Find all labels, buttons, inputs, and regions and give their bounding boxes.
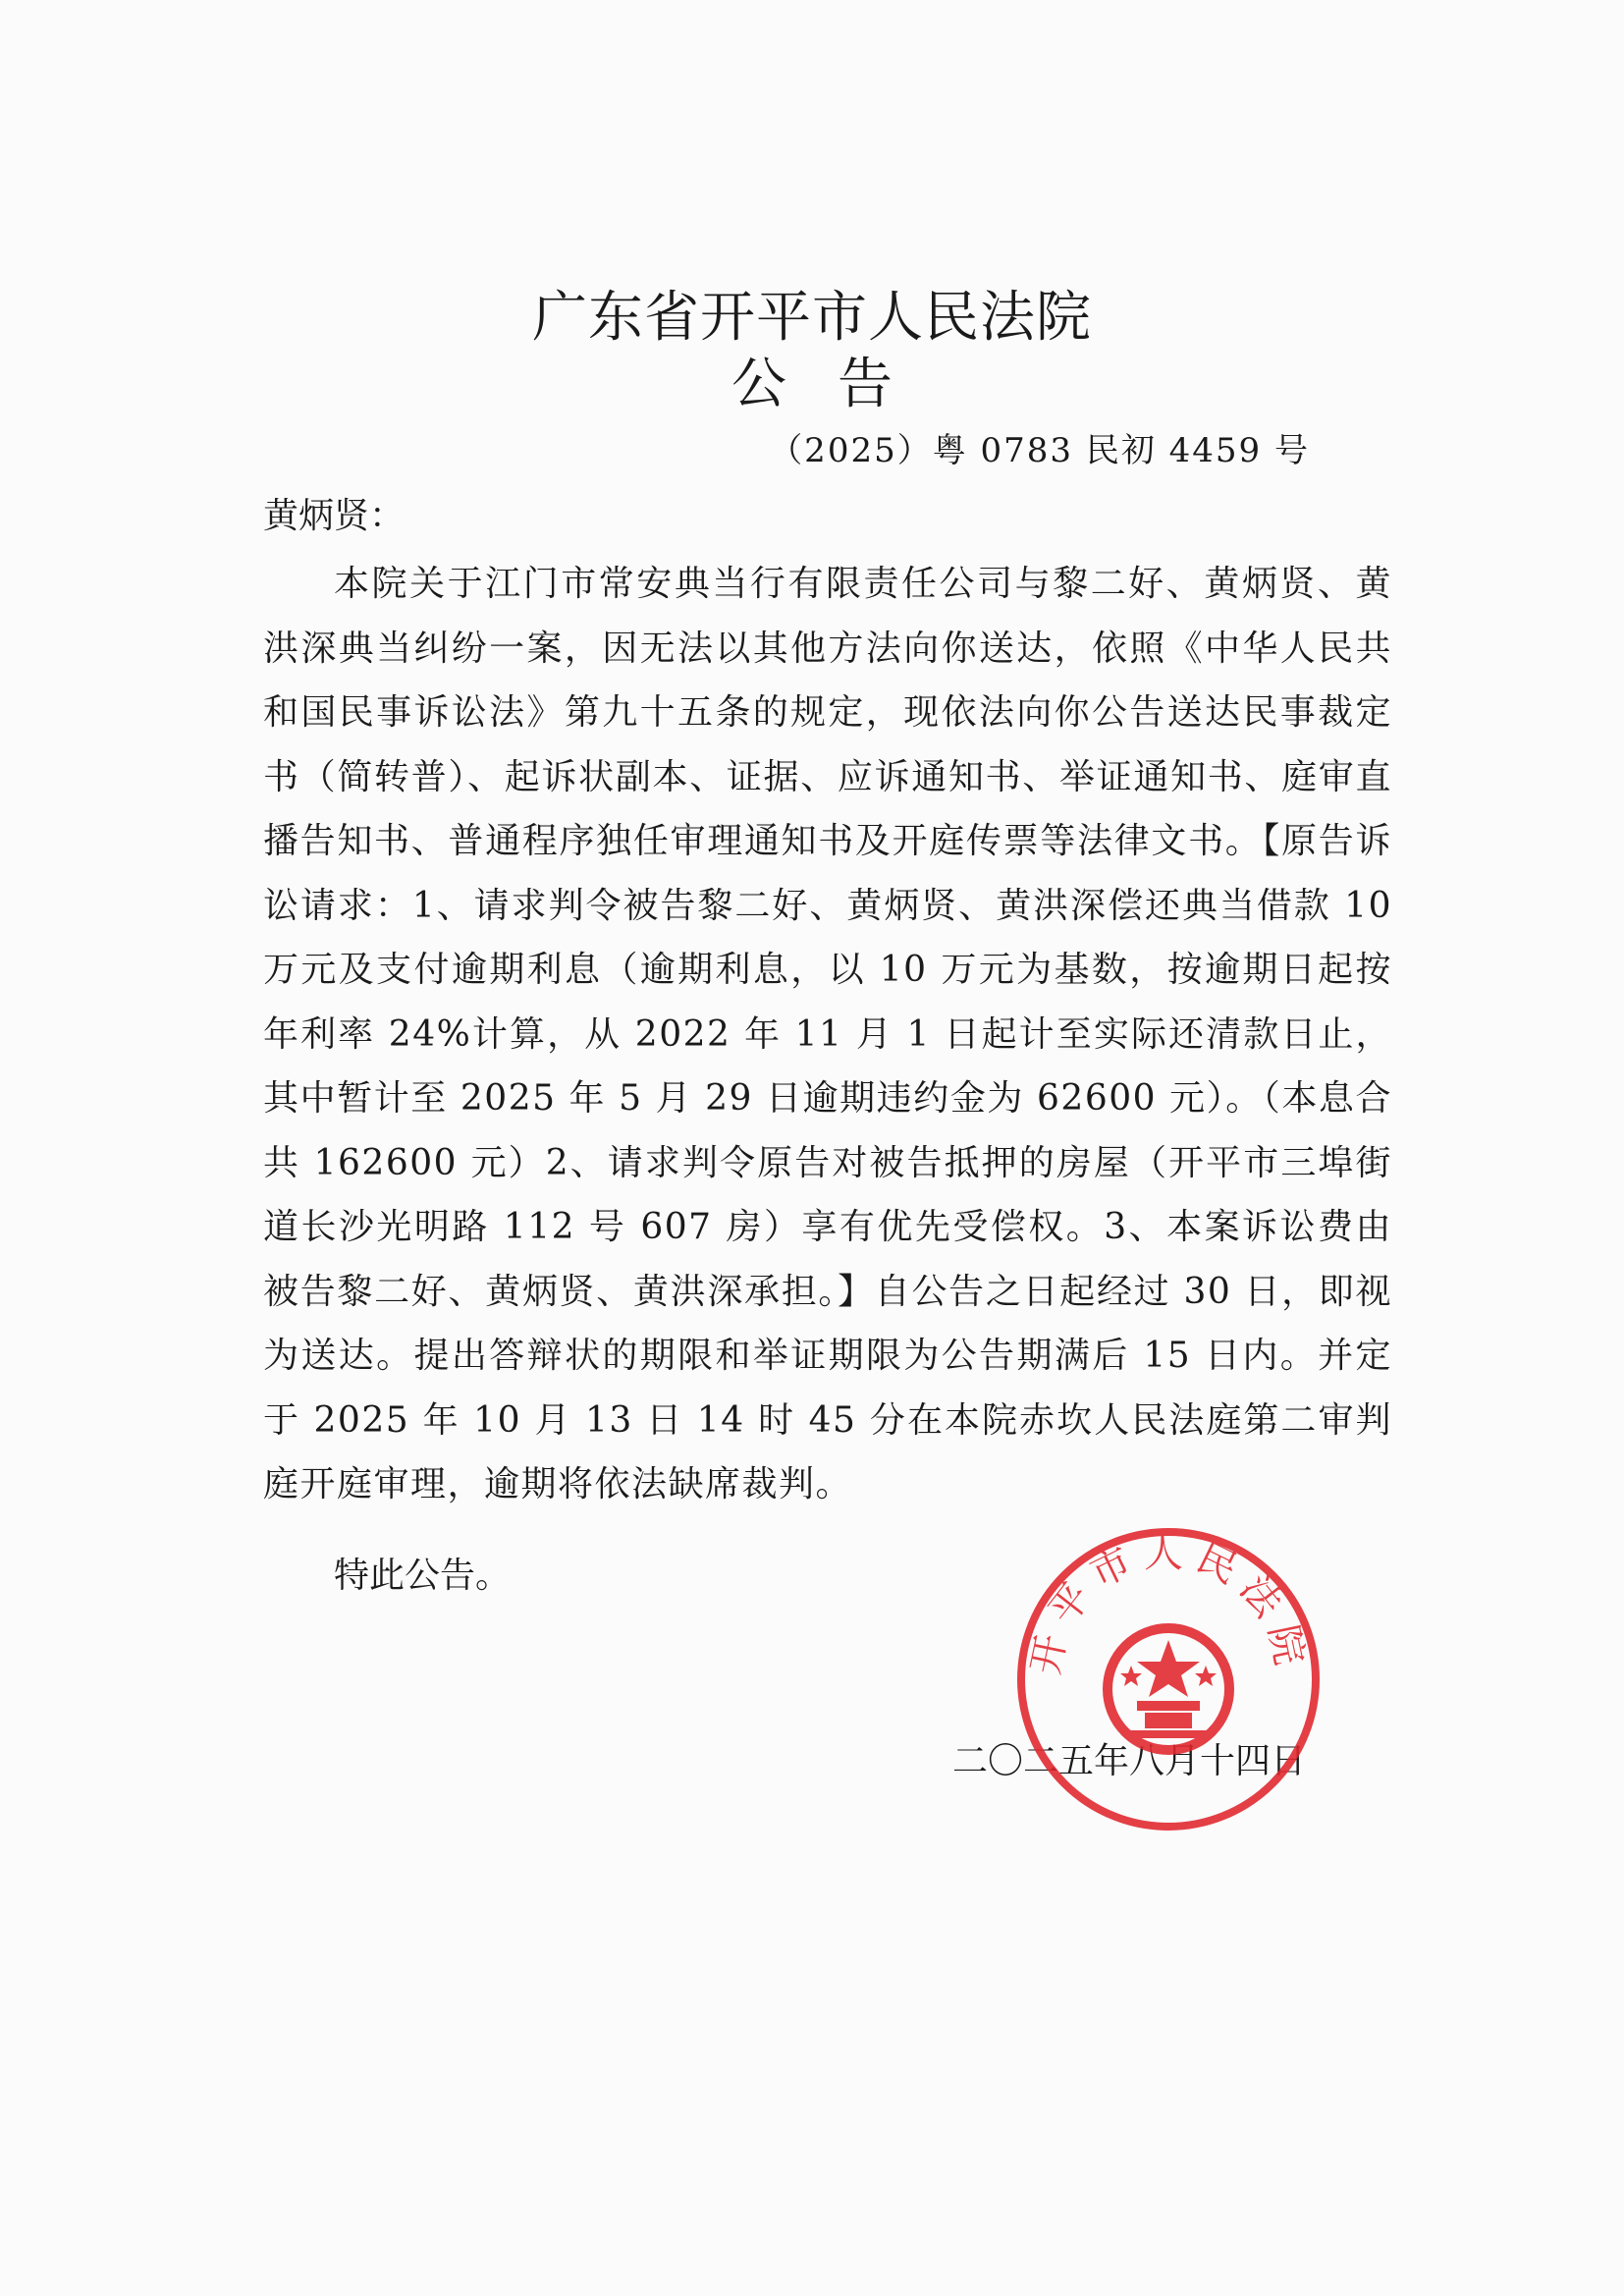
addressee: 黄炳贤：: [263, 496, 406, 536]
case-number: （2025）粤 0783 民初 4459 号: [769, 431, 1310, 470]
national-emblem-icon: [1108, 1628, 1229, 1750]
seal-text: 开平市人民法院: [1022, 1531, 1315, 1679]
document-title: 公告: [731, 353, 944, 416]
court-name: 广东省开平市人民法院: [532, 286, 1092, 350]
court-seal-graphic: [1011, 1522, 1326, 1836]
court-seal: [1011, 1522, 1326, 1836]
issue-date: 二〇二五年八月十四日: [952, 1741, 1307, 1781]
notice-body: 本院关于江门市常安典当行有限责任公司与黎二好、黄炳贤、黄洪深典当纠纷一案，因无法以其他方法向你送达，依照《中华人民共和国民事诉讼法》第九十五条的规定，现依法向你公告送达民事裁定书（简转普）、起诉状副本、证据、应诉通知书、举证通知书、庭审直播告知书、普通程序独任审理通知书及开庭传票等法律文书。【原告诉讼请求：1、请求判令被告黎二好、黄炳贤、黄洪深偿还典当借款 10 万元及支付逾期利息（逾期利息，以 10 万元为基数，按逾期日起按年利率 24%计算，从 2022 年 11 月 1 日起计至实际还清款日止，其中暂计至 2025 年 5 月 29 日逾期违约金为 62600 元）。（本息合共 162600 元）2、请求判令原告对被告抵押的房屋（开平市三埠街道长沙光明路 112 号 607 房）享有优先受偿权。3、本案诉讼费由被告黎二好、黄炳贤、黄洪深承担。】自公告之日起经过 30 日，即视为送达。提出答辩状的期限和举证期限为公告期满后 15 日内。并定于 2025 年 10 月 13 日 14 时 45 分在本院赤坎人民法庭第二审判庭开庭审理，逾期将依法缺席裁判。: [263, 564, 1392, 1504]
closing-line: 特此公告。: [334, 1556, 512, 1596]
